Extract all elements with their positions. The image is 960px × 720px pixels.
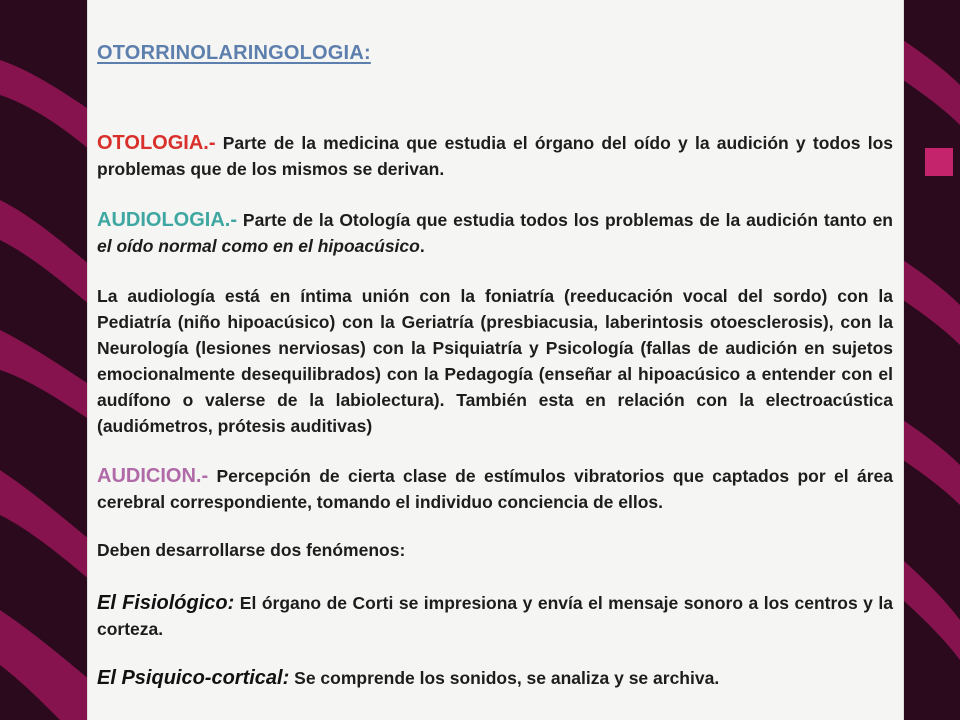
- audicion-term: AUDICION.-: [97, 465, 209, 487]
- fisiologico-term: El Fisiológico:: [97, 592, 235, 614]
- fisiologico-section: [97, 590, 893, 642]
- psiquico-term: El Psiquico-cortical:: [97, 667, 290, 689]
- audiologia-definition-start: Parte de la Otología que estudia todos los problemas de la audición tanto en: [242, 210, 893, 230]
- audiologia-term: AUDIOLOGIA.-: [97, 209, 237, 231]
- page-title: OTORRINOLARINGOLOGIA:: [97, 42, 371, 64]
- audiologia-definition-italic: el oído normal como en el hipoacúsico: [97, 236, 420, 256]
- psiquico-text: Se comprende los sonidos, se analiza y se archiva.: [294, 668, 720, 688]
- audicion-definition: Percepción de cierta clase de estímulos vibratorios que captados por el área cerebral correspondiente, tomando el individuo conciencia de ellos.: [97, 466, 893, 512]
- fisiologico-text: El órgano de Corti se impresiona y envía el mensaje sonoro a los centros y la corteza.: [97, 593, 893, 639]
- audiologia-section: [97, 207, 893, 259]
- fenomenos-intro: Deben desarrollarse dos fenómenos:: [97, 540, 406, 560]
- audiologia-definition-end: .: [419, 236, 425, 256]
- psiquico-section: [97, 665, 893, 691]
- otologia-definition: Parte de la medicina que estudia el órgano del oído y la audición y todos los problemas que de los mismos se derivan.: [97, 133, 893, 179]
- audicion-section: [97, 463, 893, 515]
- otologia-term: OTOLOGIA.-: [97, 132, 216, 154]
- side-tab: [925, 148, 953, 176]
- audiologia-paragraph: La audiología está en íntima unión con la foniatría (reeducación vocal del sordo) con la Pediatría (niño hipoacúsico) con la Geriatría (presbiacusia, laberintosis otoesclerosis), con la Neurología (lesiones nerviosas) con la Psiquiatría y Psicología (fallas de audición en sujetos emocionalmente desequilibrados) con la Pedagogía (enseñar al hipoacúsico a entender con el audífono o valerse de la labiolectura). También esta en relación con la electroacústica (audiómetros, prótesis auditivas): [97, 286, 893, 436]
- document-page: [88, 0, 903, 720]
- otologia-section: [97, 130, 893, 182]
